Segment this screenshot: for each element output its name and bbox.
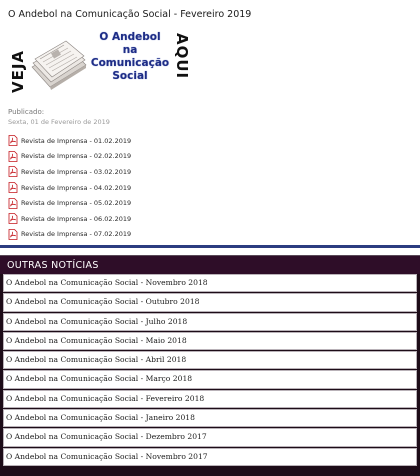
- press-review-link[interactable]: Revista de Imprensa - 07.02.2019: [21, 230, 132, 239]
- press-review-banner[interactable]: [8, 30, 192, 96]
- aqui-vertical-text: [172, 30, 192, 96]
- press-review-item[interactable]: [8, 227, 131, 243]
- press-review-item[interactable]: [8, 149, 131, 165]
- veja-vertical-text: [8, 30, 28, 96]
- other-news-link[interactable]: O Andebol na Comunicação Social - Julho 2018: [3, 313, 417, 331]
- svg-text:VEJA: VEJA: [9, 49, 27, 93]
- press-review-item[interactable]: [8, 195, 131, 211]
- pdf-icon: [8, 166, 18, 177]
- pdf-icon: [8, 229, 18, 240]
- other-news-header: [0, 255, 420, 274]
- pdf-icon: [8, 182, 18, 193]
- press-review-link[interactable]: Revista de Imprensa - 02.02.2019: [21, 152, 132, 161]
- press-review-logo: [88, 31, 172, 95]
- article-title: O Andebol na Comunicação Social - Fevereiro 2019: [8, 9, 252, 20]
- other-news-link[interactable]: O Andebol na Comunicação Social - Março 2018: [3, 370, 417, 388]
- press-review-link[interactable]: Revista de Imprensa - 06.02.2019: [21, 214, 132, 223]
- press-review-item[interactable]: [8, 164, 131, 180]
- other-news-title: OUTRAS NOTÍCIAS: [7, 260, 99, 271]
- press-review-item[interactable]: [8, 211, 131, 227]
- other-news-link[interactable]: O Andebol na Comunicação Social - Janeiro 2018: [3, 409, 417, 427]
- other-news-link[interactable]: O Andebol na Comunicação Social - Abril 2018: [3, 351, 417, 369]
- press-review-link[interactable]: Revista de Imprensa - 01.02.2019: [21, 136, 132, 145]
- press-review-list: [8, 133, 131, 242]
- pdf-icon: [8, 213, 18, 224]
- other-news-panel: [0, 255, 420, 476]
- press-review-link[interactable]: Revista de Imprensa - 03.02.2019: [21, 167, 132, 176]
- logo-line-2: na: [122, 44, 138, 56]
- published-label: Publicado:: [8, 108, 45, 116]
- other-news-link[interactable]: O Andebol na Comunicação Social - Maio 2018: [3, 332, 417, 350]
- other-news-link[interactable]: O Andebol na Comunicação Social - Fevereiro 2018: [3, 390, 417, 408]
- logo-line-4: Social: [112, 70, 148, 82]
- other-news-link[interactable]: O Andebol na Comunicação Social - Novembro 2018: [3, 274, 417, 292]
- other-news-link[interactable]: O Andebol na Comunicação Social - Dezembro 2017: [3, 428, 417, 446]
- logo-line-1: O Andebol: [99, 31, 161, 43]
- other-news-list: [3, 274, 417, 467]
- pdf-icon: [8, 135, 18, 146]
- svg-text:AQUI: AQUI: [173, 33, 191, 80]
- logo-line-3: Comunicação: [90, 57, 170, 69]
- newspaper-stack-image: [30, 37, 88, 91]
- published-date: Sexta, 01 de Fevereiro de 2019: [8, 118, 110, 126]
- pdf-icon: [8, 151, 18, 162]
- press-review-item[interactable]: [8, 180, 131, 196]
- other-news-link[interactable]: O Andebol na Comunicação Social - Novembro 2017: [3, 448, 417, 466]
- press-review-item[interactable]: [8, 133, 131, 149]
- pdf-icon: [8, 198, 18, 209]
- press-review-link[interactable]: Revista de Imprensa - 05.02.2019: [21, 199, 132, 208]
- press-review-link[interactable]: Revista de Imprensa - 04.02.2019: [21, 183, 132, 192]
- other-news-link[interactable]: O Andebol na Comunicação Social - Outubro 2018: [3, 293, 417, 311]
